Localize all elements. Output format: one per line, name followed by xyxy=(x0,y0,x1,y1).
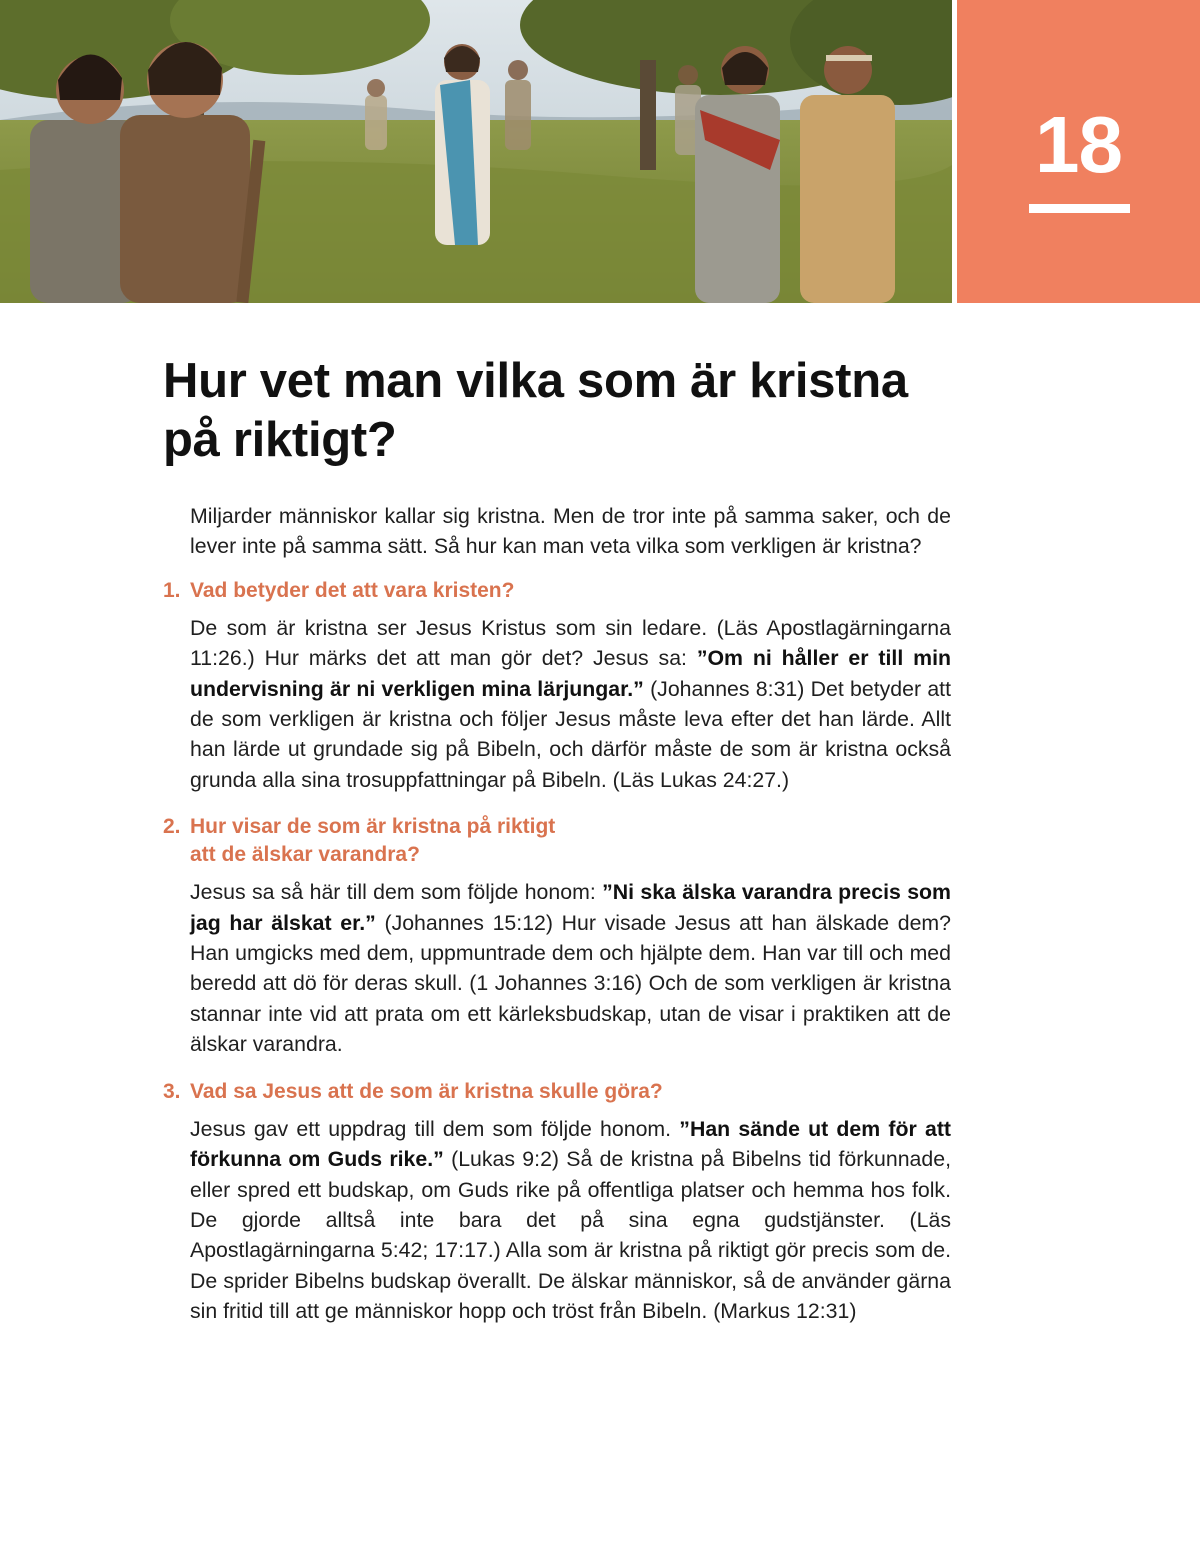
lesson-content xyxy=(163,501,951,1327)
answer-1-text-end: (Johannes 8:31) Det betyder att de som verkligen är kristna och följer Jesus måste leva efter det han lärde. Allt han lärde ut grundade sig på Bibeln, och därför måste de som är kristna också grunda alla sina trosuppfattningar på Bibeln. (Läs Lukas 24:27.) xyxy=(190,676,951,792)
answer-2-text-end: (Johannes 15:12) Hur visade Jesus att han älskade dem? Han umgicks med dem, uppmuntrade dem och hjälpte dem. Han var till och med beredd att dö för deras skull. (1 Johannes 3:16) Och de som verkligen är kristna stannar inte vid att prata om ett kärleksbudskap, utan de visar i praktiken att de älskar varandra. xyxy=(190,910,951,1057)
lesson-number-underline xyxy=(1029,204,1130,213)
answer-1-paragraph xyxy=(190,613,951,795)
intro-paragraph: Miljarder människor kallar sig kristna. Men de tror inte på samma saker, och de lever inte på samma sätt. Så hur kan man veta vilka som verkligen är kristna? xyxy=(190,504,951,559)
answer-3-bible-quote: ”Han sände ut dem för att förkunna om Guds rike.” xyxy=(190,1116,952,1172)
answer-3-text-end: (Lukas 9:2) Så de kristna på Bibelns tid förkunnade, eller spred ett budskap, om Guds rike på offentliga platser och hemma hos folk. De gjorde alltså inte bara det på sina egna gudstjänster. (Läs Apostlagärningarna 5:42; 17:17.) Alla som är kristna på riktigt gör precis som de. De sprider Bibelns budskap överallt. De älskar människor, så de använder gärna sin fritid till att ge människor hopp och tröst från Bibeln. (Markus 12:31) xyxy=(190,1147,952,1324)
page-title: Hur vet man vilka som är kristna på riktigt? xyxy=(163,354,908,467)
answer-3-paragraph xyxy=(190,1114,951,1327)
question-2-text-line-2: att de älskar varandra? xyxy=(190,843,420,867)
question-3-heading xyxy=(163,1078,951,1106)
question-2-text-line-1: Hur visar de som är kristna på riktigt xyxy=(190,815,556,839)
question-2-heading xyxy=(163,813,951,869)
answer-2-paragraph xyxy=(190,877,951,1059)
answer-1-bible-quote: ”Om ni håller er till min undervisning är ni verkligen mina lärjungar.” xyxy=(190,646,951,701)
question-1-heading xyxy=(163,577,951,605)
disciples-scene-illustration xyxy=(0,0,952,303)
lesson-number-block xyxy=(957,0,1200,303)
answer-1-text-start: De som är kristna ser Jesus Kristus som sin ledare. (Läs Apostlagärningarna 11:26.) Hur märks det att man gör det? Jesus sa: xyxy=(190,615,951,671)
lesson-number: 18 xyxy=(1035,100,1122,189)
question-1-number: 1. xyxy=(163,578,181,602)
answer-3-text-start: Jesus gav ett uppdrag till dem som följde honom. xyxy=(190,1116,680,1141)
header-illustration xyxy=(0,0,952,303)
answer-2-text-start: Jesus sa så här till dem som följde honom: xyxy=(190,880,603,905)
answer-2-bible-quote: ”Ni ska älska varandra precis som jag har älskat er.” xyxy=(190,880,951,935)
question-1-text: Vad betyder det att vara kristen? xyxy=(190,578,515,602)
question-3-number: 3. xyxy=(163,1079,181,1103)
question-3-text: Vad sa Jesus att de som är kristna skulle göra? xyxy=(190,1079,663,1103)
question-2-number: 2. xyxy=(163,815,181,839)
